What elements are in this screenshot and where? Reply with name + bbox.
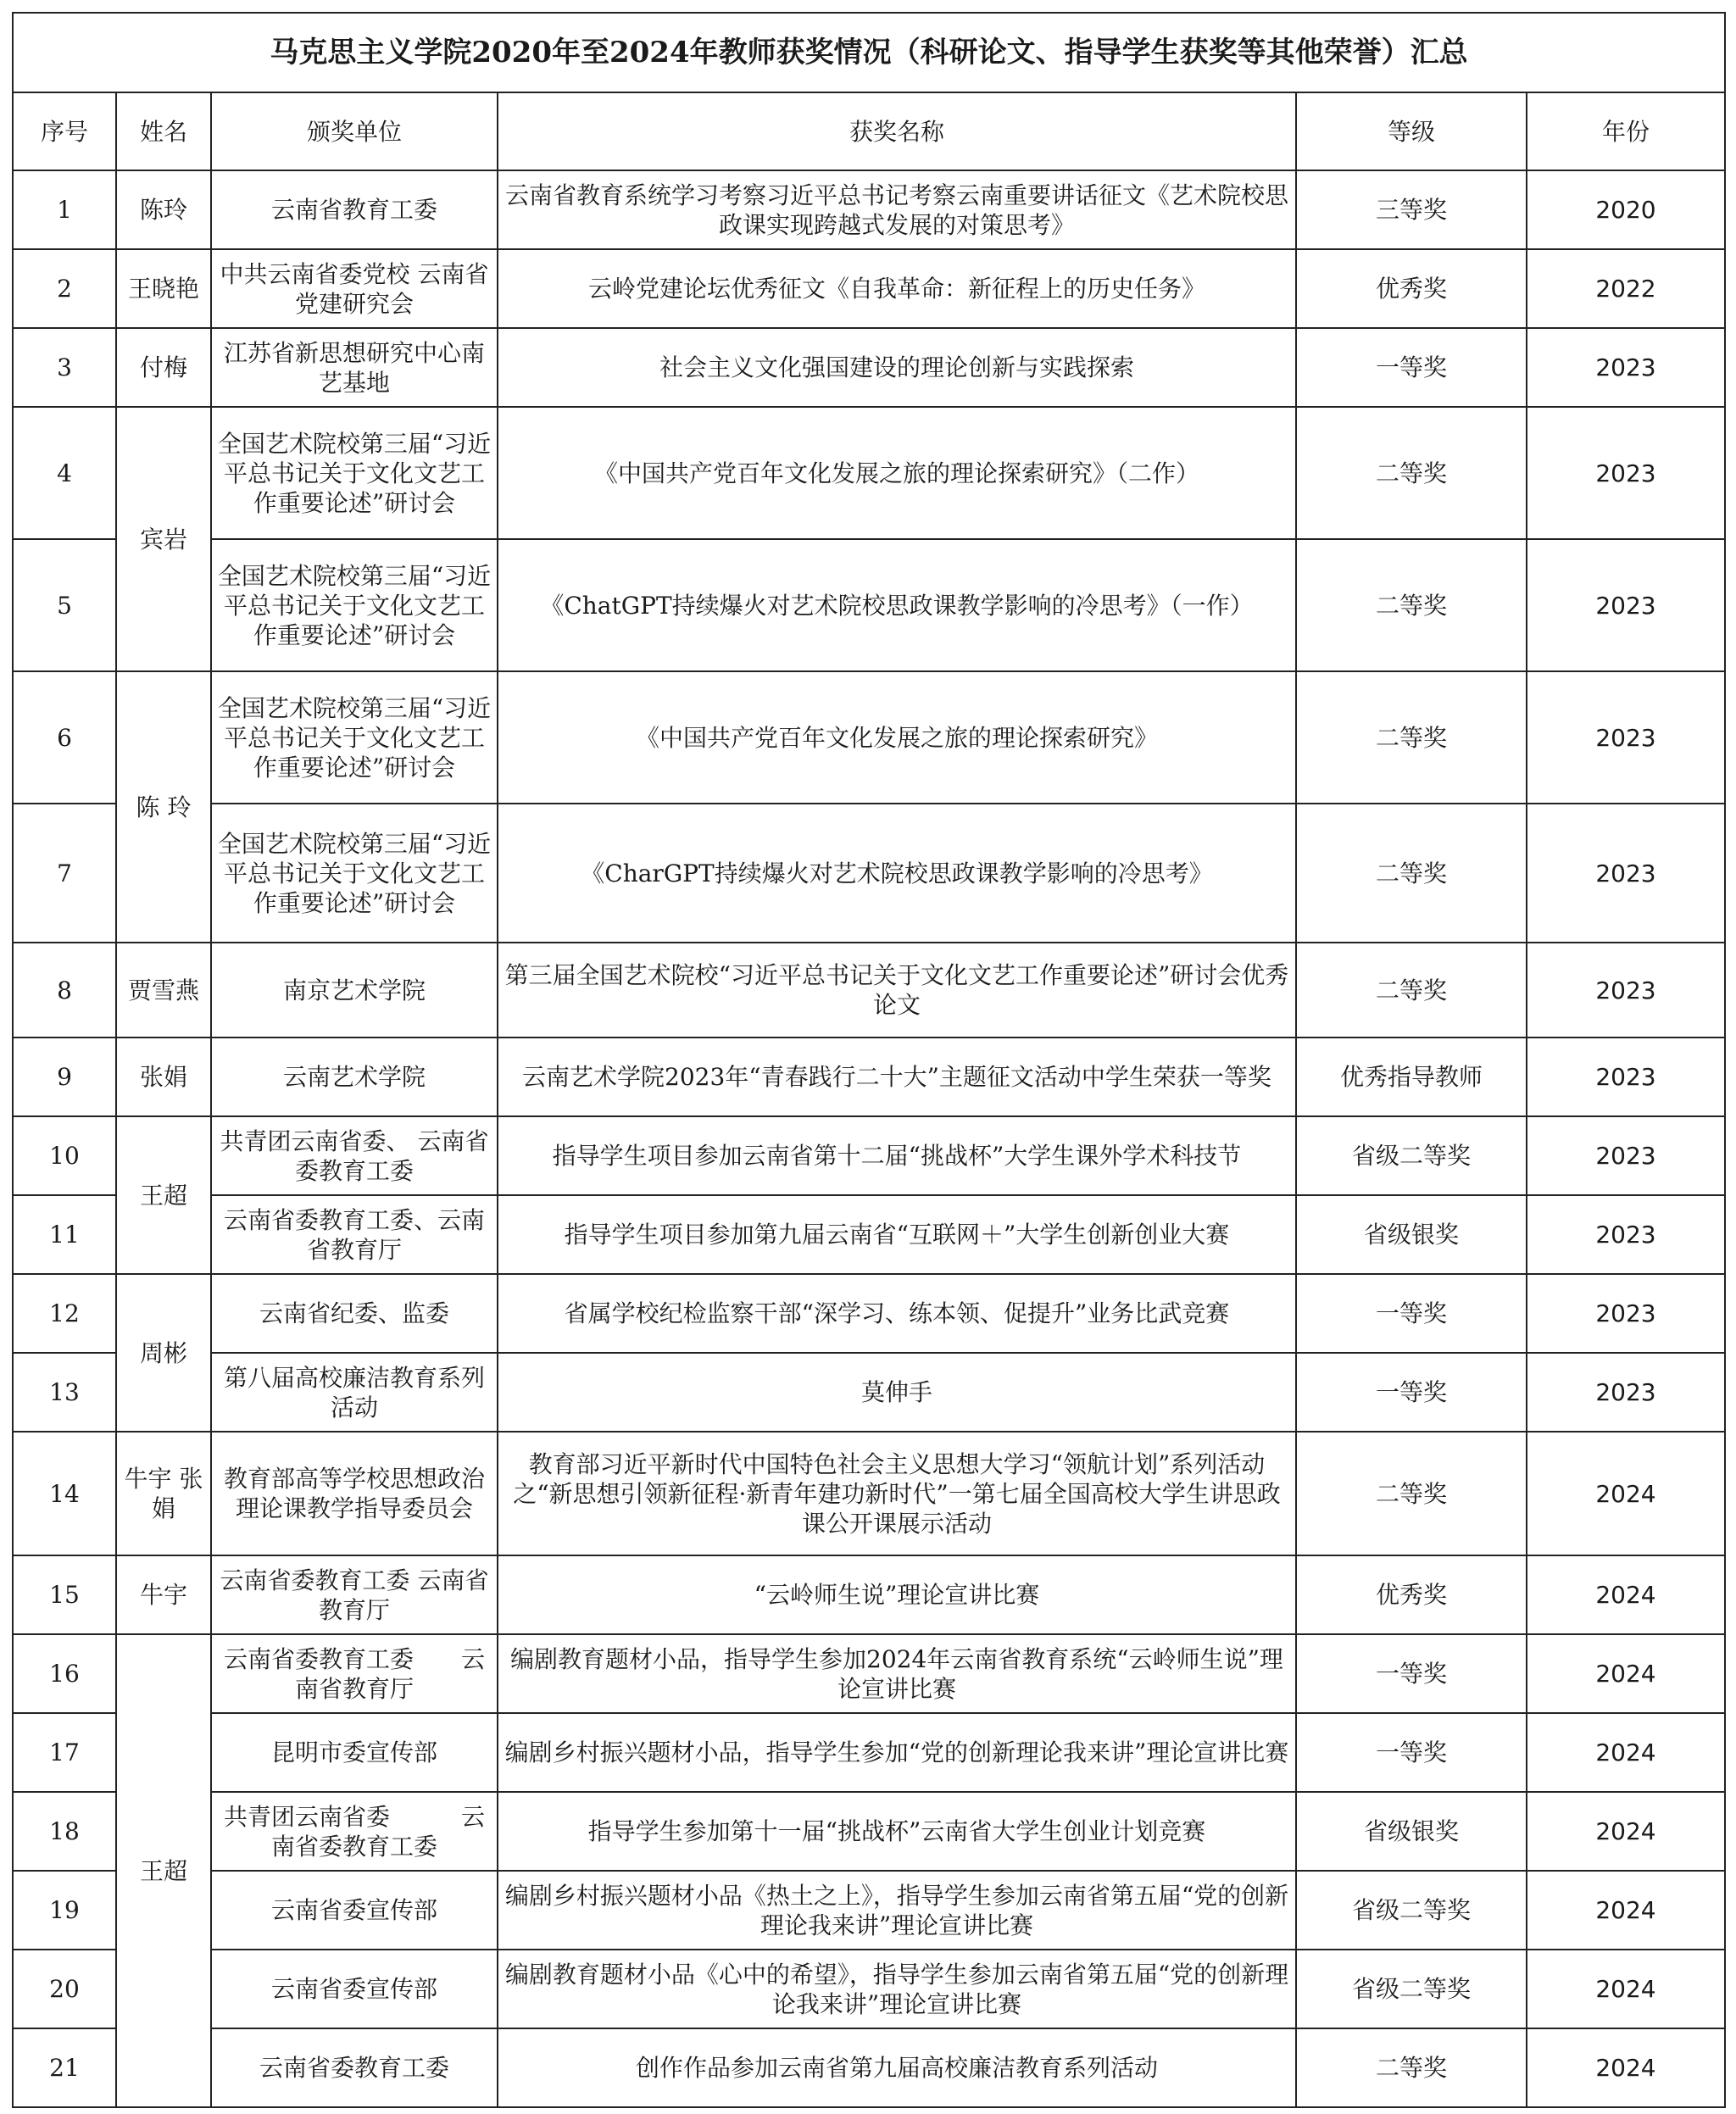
- cell-award: 省属学校纪检监察干部“深学习、练本领、促提升”业务比武竞赛: [498, 1274, 1296, 1353]
- cell-name: 付梅: [116, 328, 211, 407]
- cell-unit: 共青团云南省委 云南省委教育工委: [211, 1792, 498, 1871]
- cell-year: 2023: [1527, 943, 1725, 1038]
- cell-no: 15: [13, 1555, 116, 1634]
- table-row: [13, 1432, 1725, 1555]
- cell-year: 2022: [1527, 249, 1725, 328]
- cell-no: 2: [13, 249, 116, 328]
- cell-name: 宾岩: [116, 407, 211, 671]
- cell-no: 4: [13, 407, 116, 539]
- cell-level: 一等奖: [1296, 1713, 1527, 1792]
- cell-award: 《中国共产党百年文化发展之旅的理论探索研究》: [498, 671, 1296, 804]
- header-level: 等级: [1296, 92, 1527, 170]
- table-row: [13, 328, 1725, 407]
- cell-level: 优秀奖: [1296, 249, 1527, 328]
- cell-award: 第三届全国艺术院校“习近平总书记关于文化文艺工作重要论述”研讨会优秀论文: [498, 943, 1296, 1038]
- awards-table: [12, 12, 1726, 2108]
- header-row: [13, 92, 1725, 170]
- cell-unit: 南京艺术学院: [211, 943, 498, 1038]
- cell-unit: 云南省委教育工委、云南省教育厅: [211, 1195, 498, 1274]
- cell-unit: 教育部高等学校思想政治理论课教学指导委员会: [211, 1432, 498, 1555]
- cell-level: 一等奖: [1296, 328, 1527, 407]
- cell-level: 二等奖: [1296, 2028, 1527, 2107]
- cell-no: 13: [13, 1353, 116, 1432]
- header-year: 年份: [1527, 92, 1725, 170]
- cell-year: 2024: [1527, 2028, 1725, 2107]
- cell-level: 二等奖: [1296, 539, 1527, 671]
- table-row: [13, 804, 1725, 943]
- cell-unit: 云南省委宣传部: [211, 1871, 498, 1950]
- cell-unit: 昆明市委宣传部: [211, 1713, 498, 1792]
- cell-name: 牛宇 张娟: [116, 1432, 211, 1555]
- cell-no: 18: [13, 1792, 116, 1871]
- table-row: [13, 1713, 1725, 1792]
- cell-year: 2023: [1527, 671, 1725, 804]
- cell-no: 1: [13, 170, 116, 249]
- cell-level: 省级银奖: [1296, 1792, 1527, 1871]
- cell-no: 8: [13, 943, 116, 1038]
- header-no: 序号: [13, 92, 116, 170]
- cell-level: 优秀奖: [1296, 1555, 1527, 1634]
- cell-award: 莫伸手: [498, 1353, 1296, 1432]
- cell-no: 9: [13, 1038, 116, 1116]
- table-row: [13, 671, 1725, 804]
- cell-no: 19: [13, 1871, 116, 1950]
- cell-no: 7: [13, 804, 116, 943]
- cell-award: 云南艺术学院2023年“青春践行二十大”主题征文活动中学生荣获一等奖: [498, 1038, 1296, 1116]
- table-row: [13, 1195, 1725, 1274]
- cell-level: 省级二等奖: [1296, 1950, 1527, 2028]
- cell-award: 编剧乡村振兴题材小品《热土之上》，指导学生参加云南省第五届“党的创新理论我来讲”理论宣讲比赛: [498, 1871, 1296, 1950]
- cell-unit: 云南省委教育工委 云南省教育厅: [211, 1634, 498, 1713]
- cell-level: 二等奖: [1296, 407, 1527, 539]
- cell-name: 陈玲: [116, 170, 211, 249]
- cell-year: 2020: [1527, 170, 1725, 249]
- table-row: [13, 1116, 1725, 1195]
- cell-level: 省级二等奖: [1296, 1116, 1527, 1195]
- table-row: [13, 1871, 1725, 1950]
- header-name: 姓名: [116, 92, 211, 170]
- cell-level: 一等奖: [1296, 1353, 1527, 1432]
- cell-year: 2024: [1527, 1871, 1725, 1950]
- cell-no: 6: [13, 671, 116, 804]
- cell-year: 2023: [1527, 407, 1725, 539]
- cell-year: 2023: [1527, 1195, 1725, 1274]
- cell-no: 10: [13, 1116, 116, 1195]
- cell-level: 二等奖: [1296, 1432, 1527, 1555]
- cell-name: 王超: [116, 1116, 211, 1274]
- cell-award: 《CharGPT持续爆火对艺术院校思政课教学影响的冷思考》: [498, 804, 1296, 943]
- cell-award: 《ChatGPT持续爆火对艺术院校思政课教学影响的冷思考》（一作）: [498, 539, 1296, 671]
- cell-award: 编剧教育题材小品《心中的希望》，指导学生参加云南省第五届“党的创新理论我来讲”理论宣讲比赛: [498, 1950, 1296, 2028]
- cell-year: 2023: [1527, 1274, 1725, 1353]
- cell-unit: 云南省教育工委: [211, 170, 498, 249]
- cell-level: 省级银奖: [1296, 1195, 1527, 1274]
- table-row: [13, 1634, 1725, 1713]
- cell-unit: 第八届高校廉洁教育系列活动: [211, 1353, 498, 1432]
- cell-award: 社会主义文化强国建设的理论创新与实践探索: [498, 328, 1296, 407]
- cell-award: 教育部习近平新时代中国特色社会主义思想大学习“领航计划”系列活动之“新思想引领新征程·新青年建功新时代”一第七届全国高校大学生讲思政课公开课展示活动: [498, 1432, 1296, 1555]
- cell-no: 11: [13, 1195, 116, 1274]
- cell-no: 12: [13, 1274, 116, 1353]
- cell-unit: 中共云南省委党校 云南省党建研究会: [211, 249, 498, 328]
- cell-level: 一等奖: [1296, 1634, 1527, 1713]
- table-row: [13, 943, 1725, 1038]
- cell-level: 省级二等奖: [1296, 1871, 1527, 1950]
- cell-name: 王晓艳: [116, 249, 211, 328]
- cell-unit: 云南省委宣传部: [211, 1950, 498, 2028]
- cell-name: 牛宇: [116, 1555, 211, 1634]
- cell-name: 王超: [116, 1634, 211, 2107]
- cell-no: 5: [13, 539, 116, 671]
- cell-year: 2023: [1527, 539, 1725, 671]
- cell-no: 3: [13, 328, 116, 407]
- cell-no: 16: [13, 1634, 116, 1713]
- cell-unit: 江苏省新思想研究中心南艺基地: [211, 328, 498, 407]
- cell-year: 2023: [1527, 328, 1725, 407]
- cell-year: 2024: [1527, 1634, 1725, 1713]
- cell-no: 14: [13, 1432, 116, 1555]
- cell-award: 云岭党建论坛优秀征文《自我革命：新征程上的历史任务》: [498, 249, 1296, 328]
- cell-year: 2023: [1527, 1353, 1725, 1432]
- cell-year: 2024: [1527, 1713, 1725, 1792]
- table-row: [13, 1555, 1725, 1634]
- cell-name: 陈 玲: [116, 671, 211, 943]
- cell-unit: 云南艺术学院: [211, 1038, 498, 1116]
- cell-name: 周彬: [116, 1274, 211, 1432]
- table-row: [13, 1792, 1725, 1871]
- cell-unit: 云南省纪委、监委: [211, 1274, 498, 1353]
- cell-no: 17: [13, 1713, 116, 1792]
- cell-unit: 全国艺术院校第三届“习近平总书记关于文化文艺工作重要论述”研讨会: [211, 671, 498, 804]
- table-row: [13, 2028, 1725, 2107]
- cell-unit: 云南省委教育工委 云南省教育厅: [211, 1555, 498, 1634]
- table-row: [13, 539, 1725, 671]
- cell-award: 指导学生项目参加云南省第十二届“挑战杯”大学生课外学术科技节: [498, 1116, 1296, 1195]
- cell-year: 2023: [1527, 1116, 1725, 1195]
- table-row: [13, 249, 1725, 328]
- cell-year: 2023: [1527, 804, 1725, 943]
- table-row: [13, 1353, 1725, 1432]
- cell-year: 2024: [1527, 1792, 1725, 1871]
- cell-name: 贾雪燕: [116, 943, 211, 1038]
- cell-unit: 全国艺术院校第三届“习近平总书记关于文化文艺工作重要论述”研讨会: [211, 539, 498, 671]
- cell-no: 20: [13, 1950, 116, 2028]
- cell-year: 2024: [1527, 1432, 1725, 1555]
- cell-year: 2023: [1527, 1038, 1725, 1116]
- table-row: [13, 1950, 1725, 2028]
- cell-year: 2024: [1527, 1950, 1725, 2028]
- table-row: [13, 407, 1725, 539]
- cell-name: 张娟: [116, 1038, 211, 1116]
- header-unit: 颁奖单位: [211, 92, 498, 170]
- cell-award: 云南省教育系统学习考察习近平总书记考察云南重要讲话征文《艺术院校思政课实现跨越式发展的对策思考》: [498, 170, 1296, 249]
- cell-award: 指导学生参加第十一届“挑战杯”云南省大学生创业计划竞赛: [498, 1792, 1296, 1871]
- table-row: [13, 170, 1725, 249]
- cell-award: 编剧乡村振兴题材小品，指导学生参加“党的创新理论我来讲”理论宣讲比赛: [498, 1713, 1296, 1792]
- cell-level: 三等奖: [1296, 170, 1527, 249]
- cell-award: 指导学生项目参加第九届云南省“互联网＋”大学生创新创业大赛: [498, 1195, 1296, 1274]
- cell-award: 《中国共产党百年文化发展之旅的理论探索研究》（二作）: [498, 407, 1296, 539]
- cell-level: 优秀指导教师: [1296, 1038, 1527, 1116]
- cell-unit: 云南省委教育工委: [211, 2028, 498, 2107]
- header-award: 获奖名称: [498, 92, 1296, 170]
- cell-unit: 全国艺术院校第三届“习近平总书记关于文化文艺工作重要论述”研讨会: [211, 407, 498, 539]
- cell-level: 一等奖: [1296, 1274, 1527, 1353]
- cell-level: 二等奖: [1296, 943, 1527, 1038]
- table-title: 马克思主义学院2020年至2024年教师获奖情况（科研论文、指导学生获奖等其他荣誉）汇总: [12, 12, 1726, 92]
- cell-no: 21: [13, 2028, 116, 2107]
- cell-level: 二等奖: [1296, 671, 1527, 804]
- cell-year: 2024: [1527, 1555, 1725, 1634]
- cell-award: 编剧教育题材小品，指导学生参加2024年云南省教育系统“云岭师生说”理论宣讲比赛: [498, 1634, 1296, 1713]
- cell-award: “云岭师生说”理论宣讲比赛: [498, 1555, 1296, 1634]
- table-row: [13, 1274, 1725, 1353]
- table-row: [13, 1038, 1725, 1116]
- cell-award: 创作作品参加云南省第九届高校廉洁教育系列活动: [498, 2028, 1296, 2107]
- cell-level: 二等奖: [1296, 804, 1527, 943]
- cell-unit: 全国艺术院校第三届“习近平总书记关于文化文艺工作重要论述”研讨会: [211, 804, 498, 943]
- cell-unit: 共青团云南省委、 云南省委教育工委: [211, 1116, 498, 1195]
